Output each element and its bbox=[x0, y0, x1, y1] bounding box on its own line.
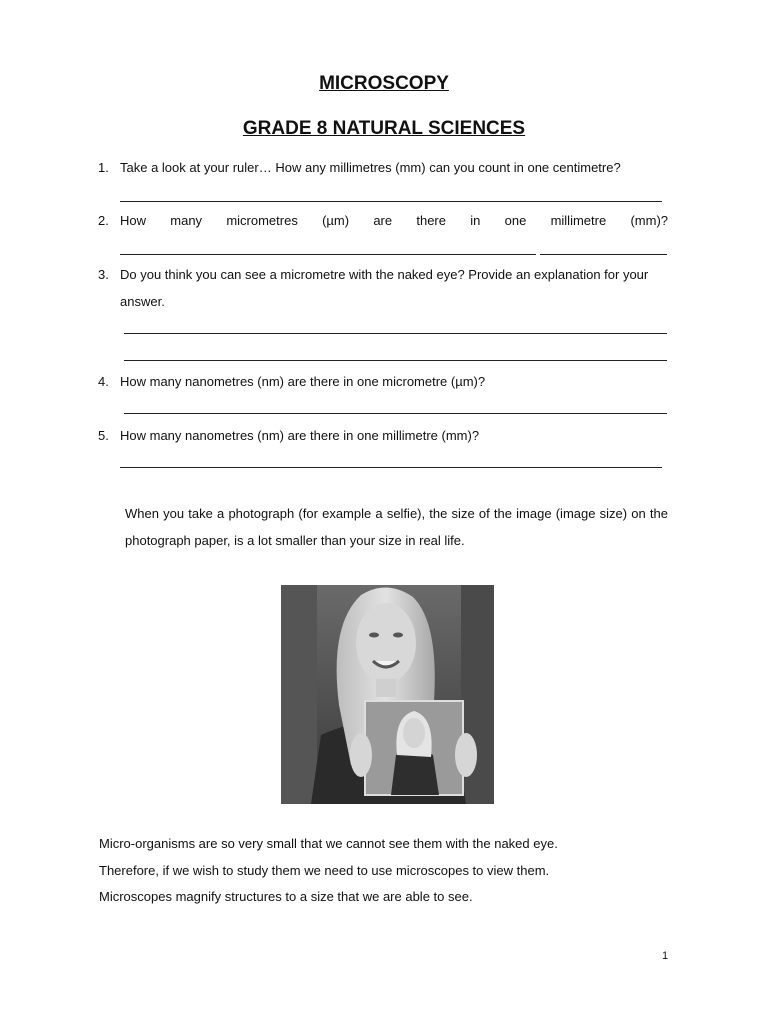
word: How bbox=[120, 213, 147, 228]
answer-line[interactable] bbox=[120, 467, 662, 468]
question-text: How many nanometres (nm) are there in one millimetre (mm)? bbox=[120, 428, 480, 443]
person-holding-photo-image bbox=[281, 585, 494, 804]
word: there bbox=[416, 213, 446, 228]
intro-line-1: When you take a photograph (for example a selfie), the size of the image (image size) on the bbox=[125, 506, 668, 521]
question-number: 2. bbox=[98, 213, 109, 228]
word: (mm)? bbox=[630, 213, 668, 228]
word: are bbox=[373, 213, 393, 228]
question-number: 4. bbox=[98, 374, 109, 389]
question-text: Take a look at your ruler… How any millimetres (mm) can you count in one centimetre? bbox=[120, 160, 621, 175]
answer-line[interactable] bbox=[120, 254, 536, 255]
intro-line-2: photograph paper, is a lot smaller than your size in real life. bbox=[125, 533, 465, 548]
page-number: 1 bbox=[662, 950, 669, 962]
answer-line[interactable] bbox=[124, 413, 667, 414]
word: millimetre bbox=[550, 213, 607, 228]
question-text: Do you think you can see a micrometre with the naked eye? Provide an explanation for your bbox=[120, 267, 649, 282]
bottom-line-1: Micro-organisms are so very small that we cannot see them with the naked eye. bbox=[99, 836, 558, 851]
page-subtitle: GRADE 8 NATURAL SCIENCES bbox=[242, 118, 526, 139]
answer-line[interactable] bbox=[120, 201, 662, 202]
question-number: 1. bbox=[98, 160, 109, 175]
answer-line[interactable] bbox=[124, 360, 667, 361]
question-text-cont: answer. bbox=[120, 294, 165, 309]
question-text: How many nanometres (nm) are there in one micrometre (µm)? bbox=[120, 374, 486, 389]
question-number: 3. bbox=[98, 267, 109, 282]
word: (µm) bbox=[322, 213, 350, 228]
word: many bbox=[170, 213, 203, 228]
page-title: MICROSCOPY bbox=[319, 73, 449, 94]
bottom-line-2: Therefore, if we wish to study them we need to use microscopes to view them. bbox=[99, 863, 550, 878]
word: in bbox=[470, 213, 481, 228]
question-number: 5. bbox=[98, 428, 109, 443]
answer-line[interactable] bbox=[540, 254, 667, 255]
word: micrometres bbox=[226, 213, 298, 228]
word: one bbox=[504, 213, 527, 228]
selfie-photo bbox=[281, 585, 494, 804]
bottom-line-3: Microscopes magnify structures to a size that we are able to see. bbox=[99, 889, 473, 904]
question-text bbox=[120, 212, 668, 229]
answer-line[interactable] bbox=[124, 333, 667, 334]
